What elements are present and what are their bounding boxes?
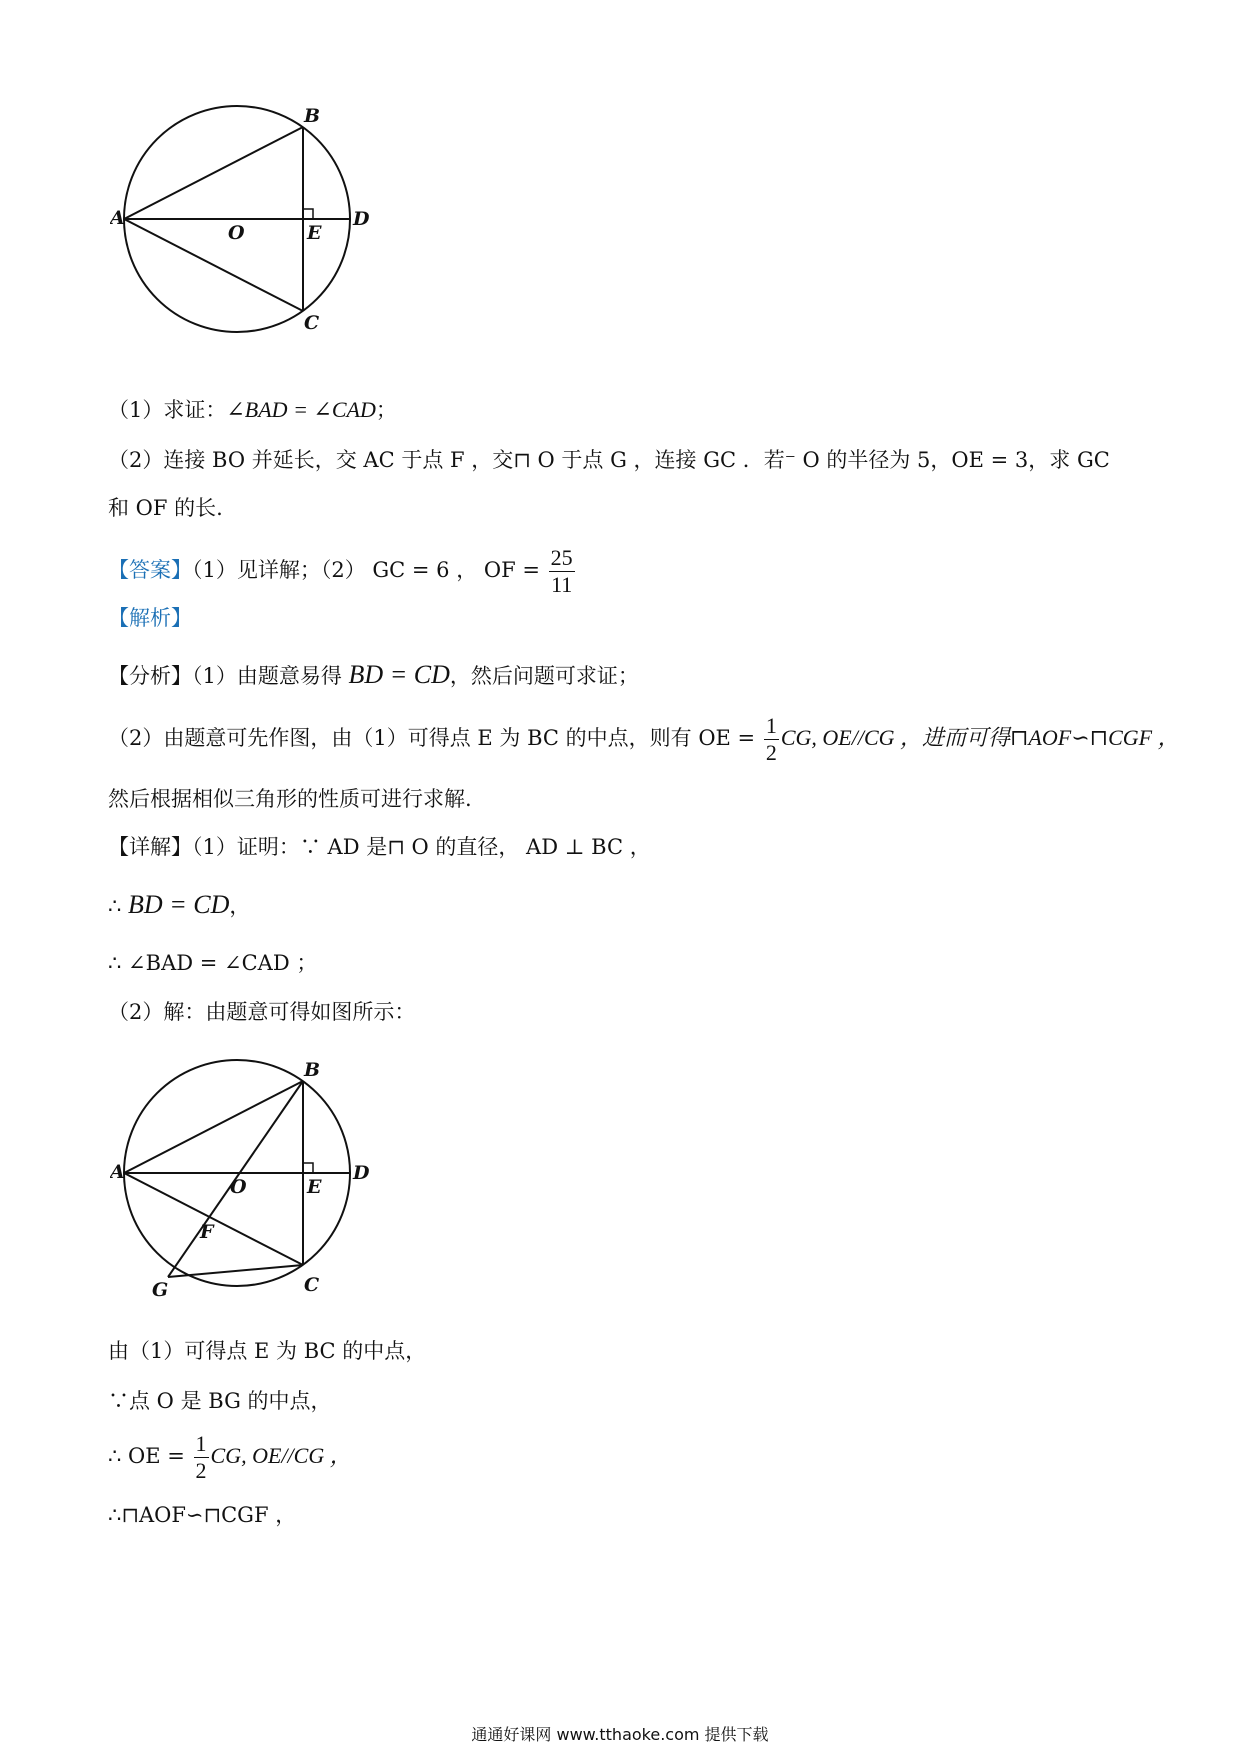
solution-line-1: 由（1）可得点 E 为 BC 的中点，	[108, 1339, 427, 1363]
analysis-line-1-math: BD = CD	[348, 660, 450, 689]
answer-frac-den: 11	[551, 572, 573, 597]
right-angle-mark	[303, 209, 313, 219]
question-2-line-2: 和 OF 的长.	[108, 496, 223, 520]
segment-ac-2	[124, 1173, 303, 1265]
segment-ab	[124, 127, 303, 219]
analysis-line-1-prefix: 【分析】（1）由题意易得	[108, 664, 349, 688]
solution-fraction	[194, 1431, 209, 1484]
figure-1	[110, 100, 380, 380]
analysis-line-1-suffix: ，然后问题可求证；	[449, 664, 639, 688]
solution-line-3	[108, 1428, 1160, 1484]
detail-line-2-suffix: ，	[229, 894, 251, 918]
solution-line-3-prefix: ∴ OE =	[108, 1444, 185, 1468]
label-d-2: D	[353, 1162, 370, 1184]
analysis-frac-num: 1	[765, 713, 777, 738]
right-angle-mark-2	[303, 1163, 313, 1173]
analysis-fraction	[764, 713, 779, 766]
answer-text: （1）见详解；（2） GC = 6 ， OF =	[192, 558, 540, 582]
figure-2	[110, 1050, 380, 1330]
analysis-line-2-prefix: （2）由题意可先作图，由（1）可得点 E 为 BC 的中点，则有 OE =	[108, 726, 756, 750]
answer-tag: 【答案】	[108, 558, 192, 582]
label-o: O	[228, 222, 245, 244]
segment-ab-2	[124, 1081, 303, 1173]
page-footer: 通通好课网 www.tthaoke.com 提供下载	[471, 1725, 769, 1744]
figure-1-svg	[110, 100, 380, 380]
question-1	[108, 395, 1160, 425]
analysis-line-1	[108, 660, 1160, 691]
detail-line-3: ∴ ∠BAD = ∠CAD ；	[108, 951, 318, 975]
analysis-tag: 【解析】	[108, 606, 192, 630]
solution-line-2: ∵点 O 是 BG 的中点，	[108, 1389, 332, 1413]
label-d: D	[353, 208, 370, 230]
detail-line-2-prefix: ∴	[108, 894, 129, 918]
label-f: F	[200, 1221, 214, 1243]
analysis-line-2	[108, 710, 1180, 766]
analysis-line-2-suffix: CG, OE//CG ，进而可得⊓AOF∽⊓CGF ，	[780, 725, 1180, 750]
solution-frac-num: 1	[195, 1431, 207, 1456]
label-b: B	[304, 105, 321, 127]
question-2-line-1: （2）连接 BO 并延长，交 AC 于点 F ，交⊓ O 于点 G ，连接 GC ．若⁻ O 的半径为 5，OE = 3，求 GC	[108, 448, 1110, 472]
question-1-math: ∠BAD = ∠CAD	[226, 397, 376, 422]
label-a-2: A	[110, 1161, 125, 1183]
answer-line	[108, 542, 1160, 598]
segment-ac	[124, 219, 303, 311]
analysis-line-3: 然后根据相似三角形的性质可进行求解.	[108, 787, 472, 811]
label-e: E	[307, 222, 322, 244]
solution-frac-den: 2	[195, 1458, 207, 1483]
label-b-2: B	[304, 1059, 321, 1081]
detail-line-1: 【详解】（1）证明：∵ AD 是⊓ O 的直径， AD ⊥ BC ，	[108, 835, 651, 859]
segment-gc	[168, 1265, 303, 1277]
label-g: G	[152, 1279, 169, 1301]
label-e-2: E	[307, 1176, 322, 1198]
answer-fraction	[549, 545, 575, 598]
question-1-suffix: ；	[375, 398, 397, 422]
solution-line-3-suffix: CG, OE//CG ，	[210, 1443, 352, 1468]
label-c-2: C	[304, 1274, 320, 1296]
question-1-prefix: （1）求证：	[108, 398, 227, 422]
detail-line-2	[108, 890, 1160, 921]
figure-2-svg	[110, 1050, 380, 1330]
analysis-frac-den: 2	[765, 740, 777, 765]
solution-line-4: ∴⊓AOF∽⊓CGF ，	[108, 1503, 297, 1527]
label-o-2: O	[230, 1176, 247, 1198]
label-c: C	[304, 312, 320, 334]
label-a: A	[110, 207, 125, 229]
detail-line-2-math: BD = CD	[128, 890, 230, 919]
detail-line-4: （2）解：由题意可得如图所示：	[108, 1000, 416, 1024]
answer-frac-num: 25	[550, 545, 573, 570]
